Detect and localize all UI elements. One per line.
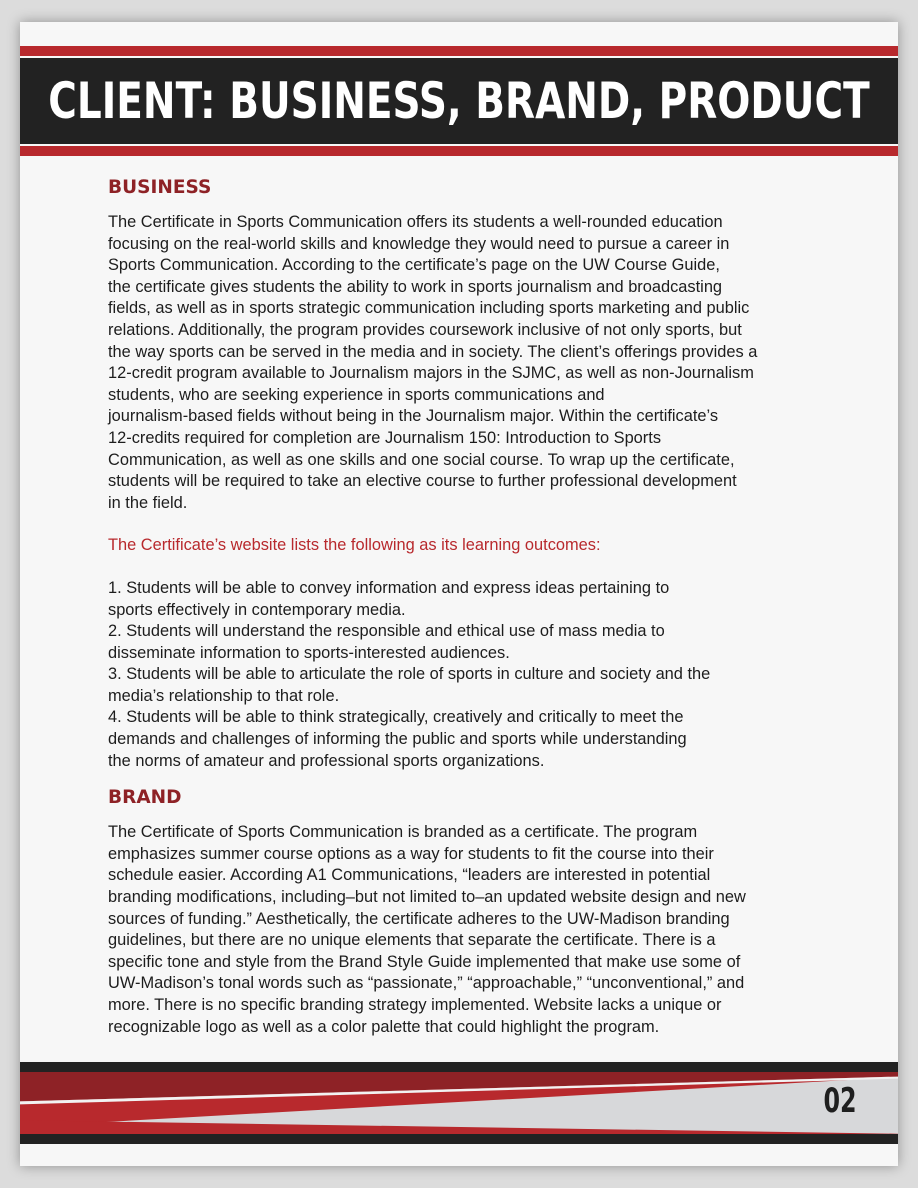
outcome-line: sports effectively in contemporary media. [108,600,406,619]
paragraph-line: The Certificate in Sports Communication offers its students a well-rounded education [108,213,723,231]
outcome-line: 3. Students will be able to articulate the role of sports in culture and society and the [108,665,711,684]
paragraph-line: schedule easier. According A1 Communications, “leaders are interested in potential [108,866,711,885]
outcome-line: demands and challenges of informing the public and sports while understanding [108,730,687,749]
paragraph-line: sources of funding.” Aesthetically, the certificate adheres to the UW-Madison branding [108,909,730,928]
outcome-line: 4. Students will be able to think strategically, creatively and critically to meet the [108,708,684,727]
paragraph-line: focusing on the real-world skills and knowledge they would need to pursue a career in [108,234,730,253]
header-red-stripe-top [20,46,898,56]
business-heading: BUSINESS [108,177,212,198]
document-page [20,22,898,1166]
page-content [108,176,814,1038]
paragraph-line: fields, as well as in sports strategic communication including sports marketing and public [108,299,750,318]
footer-dark-bottom [20,1134,898,1144]
paragraph-line: 12-credit program available to Journalism majors in the SJMC, as well as non-Journalism [108,364,754,383]
paragraph-line: more. There is no specific branding strategy implemented. Website lacks a unique or [108,996,722,1014]
paragraph-line: students, who are seeking experience in sports communications and [108,385,605,404]
outcome-line: media’s relationship to that role. [108,686,340,705]
learning-outcomes-list [108,578,814,772]
paragraph-line: in the field. [108,493,188,512]
page-number: 02 [823,1081,857,1121]
footer-band [20,1062,898,1144]
paragraph-line: Communication, as well as one skills and one social course. To wrap up the certificate, [108,450,735,469]
paragraph-line: guidelines, but there are no unique elements that separate the certificate. There is a [108,931,716,950]
paragraph-line: recognizable logo as well as a color palette that could highlight the program. [108,1017,660,1036]
paragraph-line: students will be required to take an elective course to further professional development [108,472,737,491]
paragraph-line: the way sports can be served in the media and in society. The client’s offerings provides a [108,342,758,361]
outcome-line: the norms of amateur and professional sports organizations. [108,751,545,770]
outcome-line: 1. Students will be able to convey information and express ideas pertaining to [108,578,670,597]
paragraph-line: The Certificate of Sports Communication is branded as a certificate. The program [108,823,698,842]
header-red-stripe-bottom [20,146,898,156]
footer-dark-top [20,1062,898,1072]
outcome-line: 2. Students will understand the responsible and ethical use of mass media to [108,622,665,641]
paragraph-line: journalism-based fields without being in the Journalism major. Within the certificate’s [108,407,719,426]
paragraph-line: Sports Communication. According to the certificate’s page on the UW Course Guide, [108,256,720,275]
brand-paragraph [108,822,814,1038]
paragraph-line: the certificate gives students the ability to work in sports journalism and broadcasting [108,277,723,296]
business-paragraph [108,212,814,514]
learning-outcomes-intro: The Certificate’s website lists the following as its learning outcomes: [108,536,601,555]
outcome-line: disseminate information to sports-interested audiences. [108,643,510,662]
paragraph-line: specific tone and style from the Brand Style Guide implemented that make use some of [108,952,741,971]
paragraph-line: 12-credits required for completion are Journalism 150: Introduction to Sports [108,428,662,447]
paragraph-line: relations. Additionally, the program provides coursework inclusive of not only sports, but [108,320,742,339]
brand-heading: BRAND [108,787,182,809]
page-title: CLIENT: BUSINESS, BRAND, PRODUCT [48,72,870,130]
paragraph-line: UW-Madison’s tonal words such as “passionate,” “approachable,” “unconventional,” and [108,974,745,993]
paragraph-line: branding modifications, including–but not limited to–an updated website design and new [108,888,746,907]
paragraph-line: emphasizes summer course options as a way for students to fit the course into their [108,844,714,863]
